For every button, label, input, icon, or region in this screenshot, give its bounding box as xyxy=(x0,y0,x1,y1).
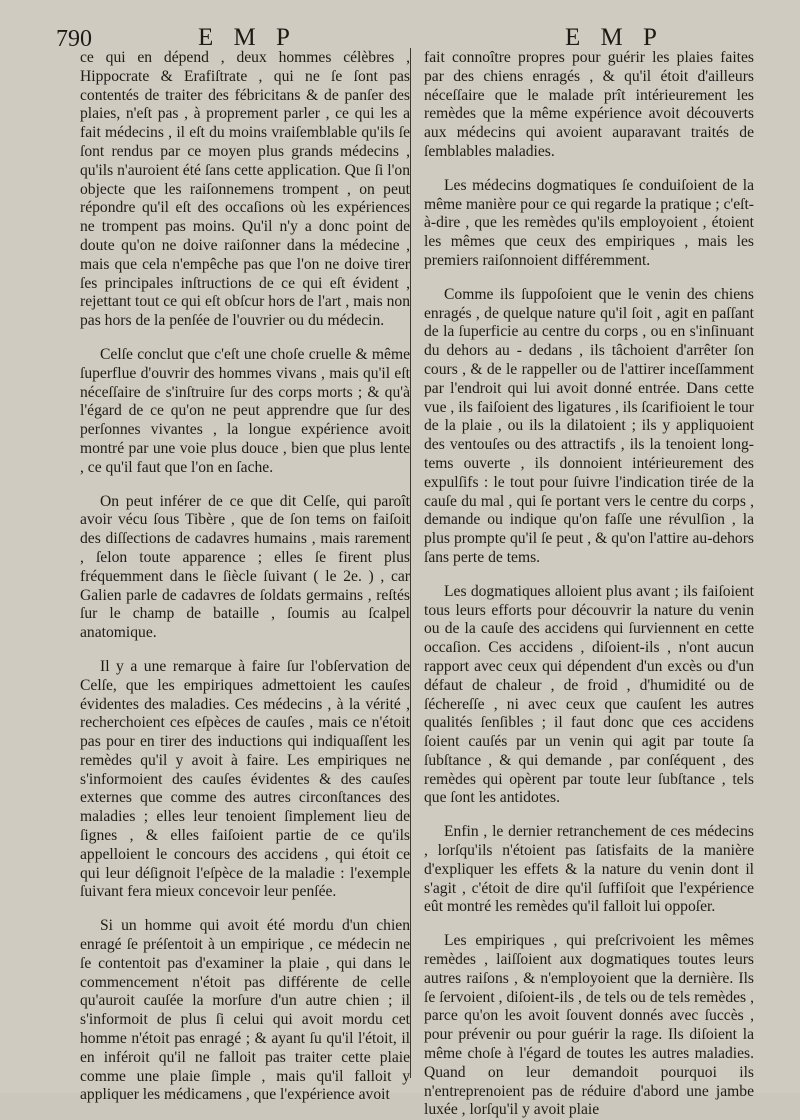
paragraph: Les médecins dogmatiques ſe conduiſoient de la même manière pour ce qui regarde la pratique ; c'eſt-à-dire , que les remèdes qu'ils employoient , étoient les mêmes que ceux des empiriques , mais les premiers raiſonnoient différemment. xyxy=(424,176,754,269)
paragraph: Enfin , le dernier retranchement de ces médecins , lorſqu'ils n'étoient pas ſatisfaits de la manière d'expliquer les effets & la nature du venin dont il s'agit , c'étoit de dire qu'il ſuffiſoit que l'expérience eût montré les remèdes qu'il falloit lui oppoſer. xyxy=(424,823,754,916)
paragraph: Les dogmatiques alloient plus avant ; ils faiſoient tous leurs efforts pour découvrir la nature du venin ou de la cauſe des accidens qui ſurviennent en cette occaſion. Ces accidens , diſoient-ils , n'ont aucun rapport avec ceux qui dépendent d'un excès ou d'un défaut de chaleur , de froid , d'humidité ou de ſéchereſſe , ni avec ceux que cauſent les autres qualités ſenſibles ; il faut donc que ces accidens ſoient cauſés par un venin qui agit par toute ſa ſubſtance , & qui demande , par conſéquent , des remèdes qui opèrent par toute leur ſubſtance , tels que ſont les antidotes. xyxy=(424,582,754,807)
paragraph: ce qui en dépend , deux hommes célèbres , Hippocrate & Erafiſtrate , qui ne ſe ſont pas contentés de traiter des fébricitans & de panſer des plaies, n'eſt pas , à proprement parler , ce qui les a fait médecins , il eſt du moins vraiſemblable qu'ils ſe ſont rendus par ce moyen plus grands médecins , qu'ils n'auroient été ſans cette application. Que ſi l'on objecte que les raiſonnemens trompent , on peut répondre qu'il eſt des occaſions où les expériences ne trompent pas moins. Qu'il n'y a donc point de doute qu'on ne doive raiſonner dans la médecine , mais que cela n'empêche pas que l'on ne doive tirer ſes principales inſtructions de ce qui eſt évident , rejettant tout ce qui eſt obſcur hors de l'art , mais non pas hors de la penſée de l'ouvrier ou du médecin. xyxy=(80,49,410,330)
paragraph: On peut inférer de ce que dit Celſe, qui paroît avoir vécu ſous Tibère , que de ſon tems on faiſoit des diſſections de cadavres humains , mais rarement , ſelon toute apparence ; elles ſe firent plus fréquemment dans le ſiècle ſuivant ( le 2e. ) , car Galien parle de cadavres de ſoldats germains , reſtés ſur le champ de bataille , ſoumis au ſcalpel anatomique. xyxy=(80,492,410,642)
page-number: 790 xyxy=(56,26,92,52)
paragraph: fait connoître propres pour guérir les plaies faites par des chiens enragés , & qu'il étoit d'ailleurs néceſſaire que le malade prît intérieurement les remèdes que la même expérience avoit découverts aux médecins qui avoient auparavant traités de ſemblables maladies. xyxy=(424,49,754,160)
column-divider xyxy=(410,48,411,1078)
paragraph: Les empiriques , qui preſcrivoient les mêmes remèdes , laiſſoient aux dogmatiques toutes leurs autres raiſons , & n'employoient que la dernière. Ils ſe ſervoient , diſoient-ils , de tels ou de tels remèdes , parce qu'on les avoit ſouvent donnés avec ſuccès , pour prévenir ou pour guérir la rage. Ils diſoient la même choſe à l'égard de toutes les autres maladies. Quand on leur demandoit pourquoi ils n'entreprenoient pas de réduire d'abord une jambe luxée , lorſqu'il y avoit plaie xyxy=(424,932,754,1119)
running-title-right: E M P xyxy=(565,24,664,51)
paragraph: Comme ils ſuppoſoient que le venin des chiens enragés , de quelque nature qu'il ſoit , agit en paſſant de la ſuperficie au centre du corps , ou en s'inſinuant du dehors au - dedans , ils tâchoient d'arrêter ſon cours , & de le rappeller ou de l'attirer inceſſamment par l'endroit qui lui avoit donné entrée. Dans cette vue , ils faiſoient des ligatures , ils ſcarifioient le tour de la plaie , ou ils la dilatoient ; ils y appliquoient des ventouſes ou des attractifs , ils la tenoient long-tems ouverte , ils donnoient intérieurement des expulſifs : le tout pour ſuivre l'indication tirée de la cauſe du mal , qui ſe portant vers le centre du corps , demande ou indique qu'on faſſe une révulſion , la plus prompte qu'il ſe peut , & qu'on l'attire au-dehors ſans perte de tems. xyxy=(424,285,754,566)
paragraph: Il y a une remarque à faire ſur l'obſervation de Celſe, que les empiriques admettoient les cauſes évidentes des maladies. Ces médecins , à la vérité , recherchoient ces eſpèces de cauſes , mais ce n'étoit pas pour en tirer des inductions qui indiquaſſent les remèdes qu'il y avoit à faire. Les empiriques ne s'informoient des cauſes évidentes & des cauſes externes que comme des autres circonſtances des maladies ; elles leur tenoient ſimplement lieu de ſignes , & elles faiſoient partie de ce qu'ils appelloient le concours des accidens , qui étoit ce qui leur déſignoit l'eſpèce de la maladie : l'exemple ſuivant fera mieux concevoir leur penſée. xyxy=(80,657,410,901)
running-title-left: E M P xyxy=(198,24,297,51)
left-column xyxy=(80,49,410,1105)
paragraph: Celſe conclut que c'eſt une choſe cruelle & même ſuperflue d'ouvrir des hommes vivans , mais qu'il eſt néceſſaire de s'inſtruire ſur des corps morts ; & qu'à l'égard de ce qu'on ne peut apprendre que ſur des perſonnes vivantes , la longue expérience avoit montré par une voie plus douce , bien que plus lente , ce qu'il faut que l'on en ſache. xyxy=(80,345,410,476)
right-column xyxy=(424,49,754,1120)
paragraph: Si un homme qui avoit été mordu d'un chien enragé ſe préſentoit à un empirique , ce médecin ne ſe contentoit pas d'examiner la plaie , qui dans le commencement n'étoit pas différente de celle qu'auroit cauſée la morſure d'un autre chien ; il s'informoit de plus ſi celui qui avoit mordu cet homme n'étoit pas enragé ; & ayant ſu qu'il l'étoit, il en inféroit qu'il ne falloit pas traiter cette plaie comme une plaie ſimple , mais qu'il falloit y appliquer les médicamens , que l'expérience avoit xyxy=(80,917,410,1104)
